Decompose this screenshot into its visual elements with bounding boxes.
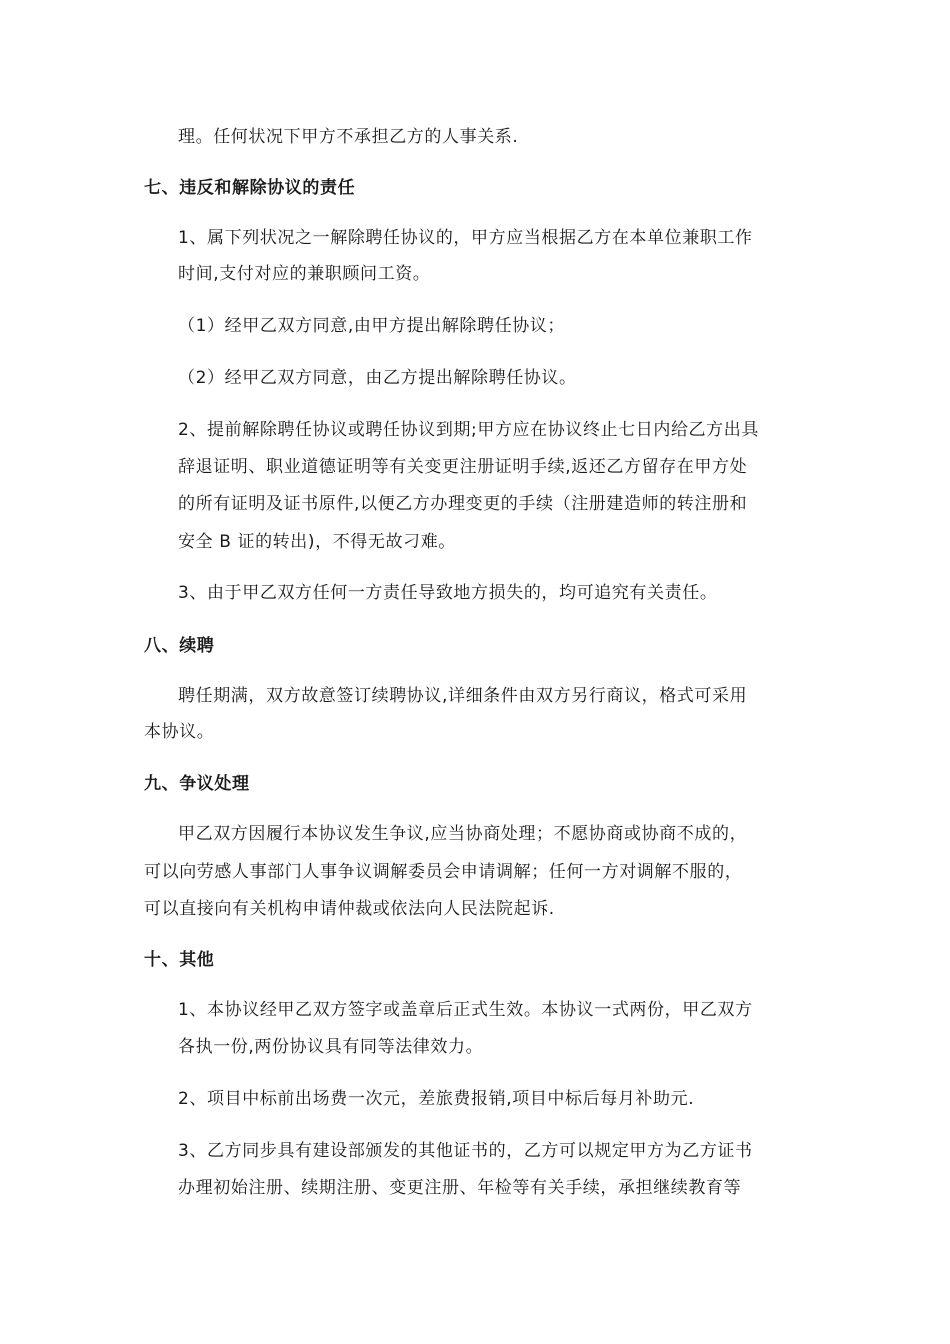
section-9-paragraph-line-1: 甲乙双方因履行本协议发生争议,应当协商处理；不愿协商或协商不成的，: [178, 824, 748, 844]
section-7-item-1-line-1: 1、属下列状况之一解除聘任协议的，甲方应当根据乙方在本单位兼职工作: [178, 228, 753, 248]
section-7-item-2-line-3: 的所有证明及证书原件,以便乙方办理变更的手续（注册建造师的转注册和: [178, 494, 748, 514]
section-9-paragraph-line-2: 可以向劳感人事部门人事争议调解委员会申请调解；任何一方对调解不服的，: [144, 862, 743, 882]
section-7-item-2-line-4: 安全 B 证的转出)，不得无故刁难。: [178, 532, 456, 552]
section-7-item-2-line-1: 2、提前解除聘任协议或聘任协议到期;甲方应在协议终止七日内给乙方出具: [178, 420, 759, 440]
section-10-item-1-line-1: 1、本协议经甲乙双方签字或盖章后正式生效。本协议一式两份，甲乙双方: [178, 1000, 753, 1020]
section-9-heading: 九、争议处理: [144, 774, 250, 794]
section-10-item-1-line-2: 各执一份,两份协议具有同等法律效力。: [178, 1037, 484, 1057]
section-7-sub-item-2: （2）经甲乙双方同意，由乙方提出解除聘任协议。: [178, 368, 577, 388]
section-8-paragraph-line-1: 聘任期满，双方故意签订续聘协议,详细条件由双方另行商议，格式可采用: [178, 686, 748, 706]
section-10-item-3-line-1: 3、乙方同步具有建设部颁发的其他证书的，乙方可以规定甲方为乙方证书: [178, 1141, 753, 1161]
section-7-item-3: 3、由于甲乙双方任何一方责任导致地方损失的，均可追究有关责任。: [178, 583, 718, 603]
section-8-heading: 八、续聘: [144, 636, 215, 656]
section-10-heading: 十、其他: [144, 950, 215, 970]
section-7-item-1-line-2: 时间,支付对应的兼职顾问工资。: [178, 264, 431, 284]
continuation-line: 理。任何状况下甲方不承担乙方的人事关系.: [178, 127, 519, 147]
section-7-heading: 七、违反和解除协议的责任: [144, 178, 356, 198]
section-7-sub-item-1: （1）经甲乙双方同意,由甲方提出解除聘任协议；: [178, 316, 566, 336]
section-10-item-2: 2、项目中标前出场费一次元，差旅费报销,项目中标后每月补助元.: [178, 1089, 695, 1109]
section-10-item-3-line-2: 办理初始注册、续期注册、变更注册、年检等有关手续，承担继续教育等: [178, 1178, 742, 1198]
section-9-paragraph-line-3: 可以直接向有关机构申请仲裁或依法向人民法院起诉.: [144, 899, 555, 919]
section-8-paragraph-line-2: 本协议。: [144, 722, 215, 742]
section-7-item-2-line-2: 辞退证明、职业道德证明等有关变更注册证明手续,返还乙方留存在甲方处: [178, 457, 748, 477]
